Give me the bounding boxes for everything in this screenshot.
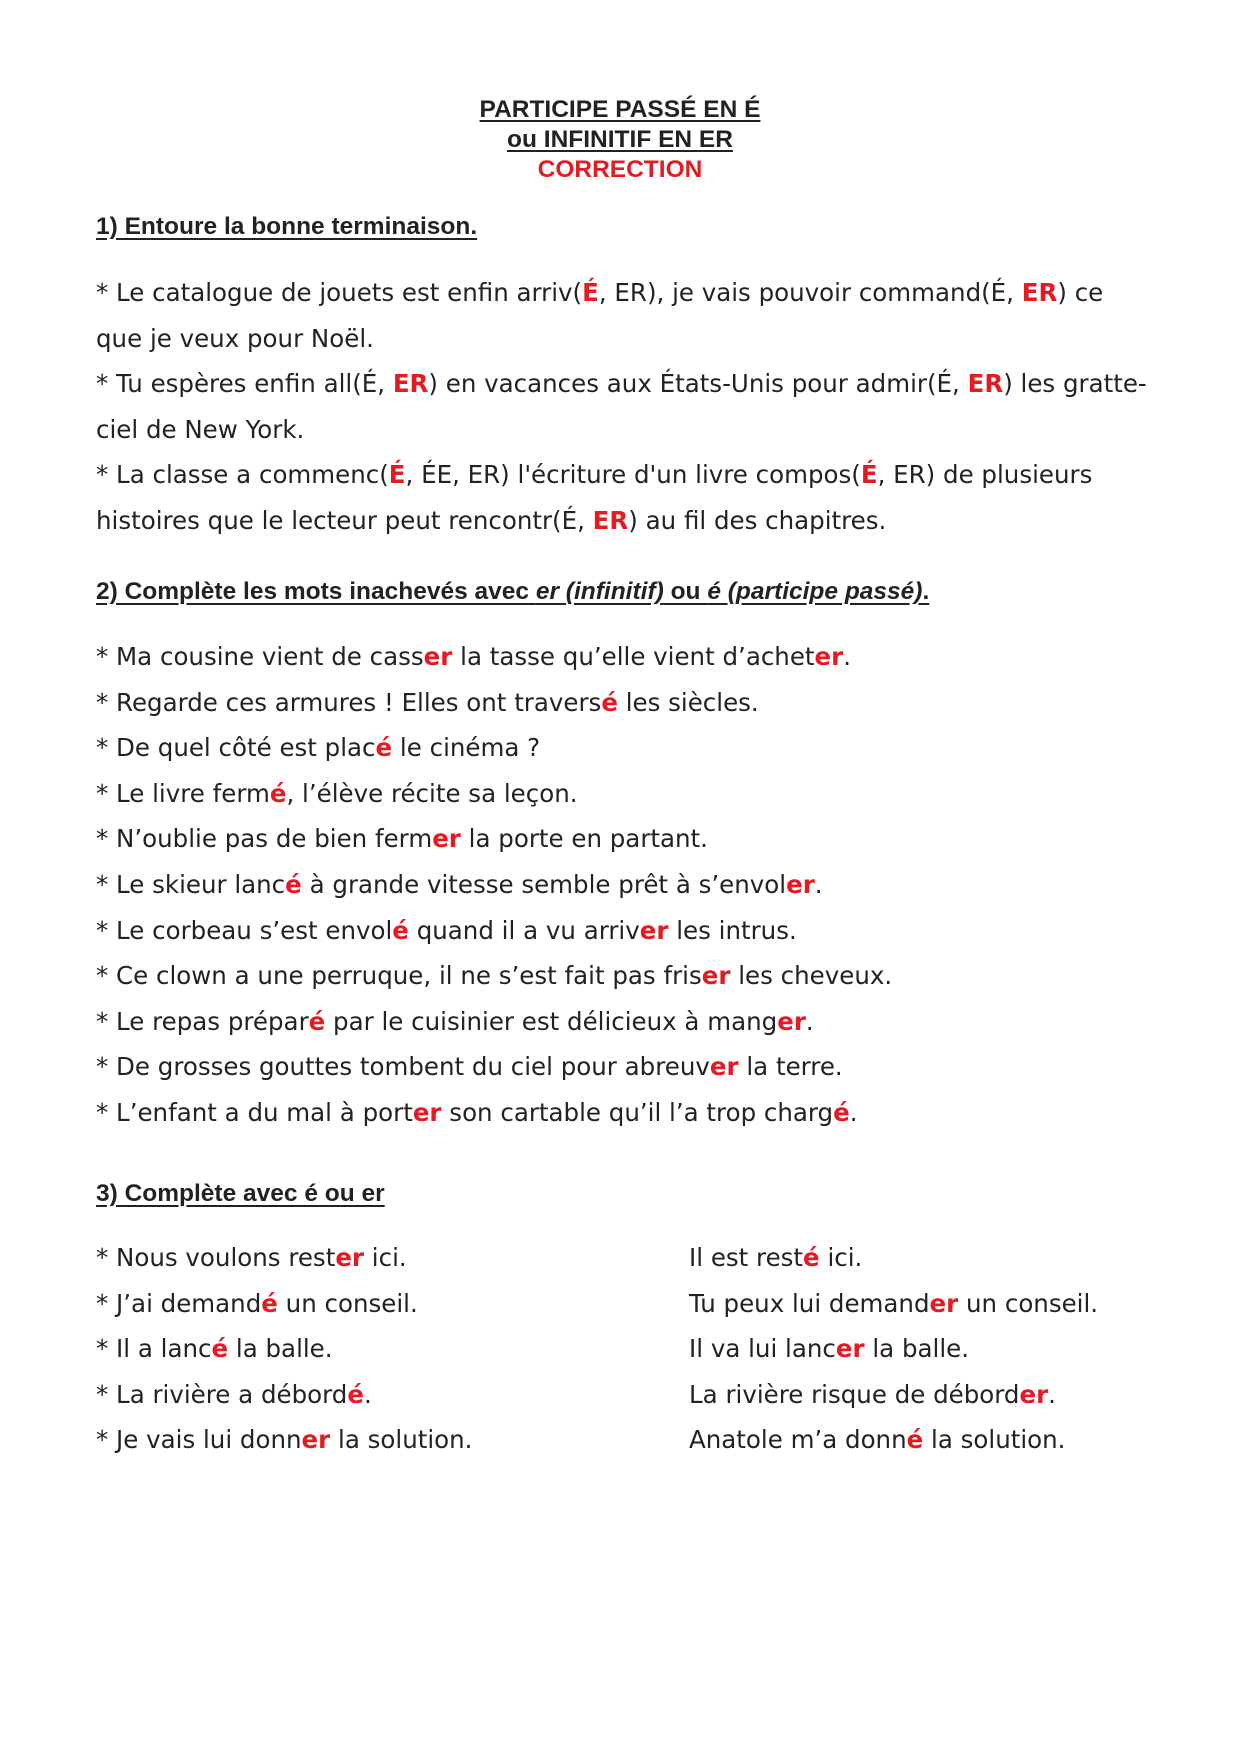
answer-mark: er (814, 642, 844, 671)
answer-mark: é (261, 1288, 278, 1318)
section1-sentence-1: * Le catalogue de jouets est enfin arriv(É, ER), je vais pouvoir command(É, ER) ce que je veux pour Noël. (96, 278, 1104, 353)
list-item: * Le corbeau s’est envolé quand il a vu arriver les intrus. (96, 915, 797, 945)
document-title (0, 95, 1240, 185)
section2-heading: 2) Complète les mots inachevés avec er (infinitif) ou é (participe passé). (96, 578, 930, 605)
answer-mark: ER (967, 369, 1004, 398)
answer-mark: er (301, 1425, 331, 1454)
list-item: * Le repas préparé par le cuisinier est délicieux à manger. (96, 1006, 814, 1036)
answer-mark: é (803, 1243, 820, 1272)
answer-mark: er (1019, 1379, 1049, 1409)
answer-mark: er (639, 915, 669, 945)
list-item: * Nous voulons rester ici. (96, 1243, 407, 1272)
title-line-2: ou INFINITIF EN ER (507, 126, 733, 153)
answer-mark: é (833, 1097, 850, 1127)
answer-mark: ER (592, 505, 629, 535)
answer-mark: er (786, 869, 815, 899)
answer-mark: er (709, 1052, 739, 1082)
list-item: Il est resté ici. (689, 1243, 863, 1272)
answer-mark: er (777, 1006, 806, 1036)
answer-mark: er (423, 642, 453, 671)
list-item: * Le livre fermé, l’élève récite sa leçon. (96, 778, 578, 808)
answer-mark: é (906, 1425, 924, 1454)
title-line-1: PARTICIPE PASSÉ EN É (479, 96, 761, 123)
section3-right-column (689, 1235, 1098, 1463)
answer-mark: é (308, 1006, 326, 1036)
section2-list (96, 634, 892, 1136)
answer-mark: é (285, 869, 302, 899)
answer-mark: er (701, 961, 731, 991)
section3-left-column (96, 1235, 472, 1463)
answer-mark: er (335, 1243, 365, 1272)
list-item: * Je vais lui donner la solution. (96, 1425, 473, 1454)
list-item: La rivière risque de déborder. (689, 1379, 1056, 1409)
list-item: Il va lui lancer la balle. (689, 1334, 970, 1363)
section1-sentence-3: * La classe a commenc(É, ÉE, ER) l'écriture d'un livre compos(É, ER) de plusieurs histoires que le lecteur peut rencontr(É, ER) au fil des chapitres. (96, 460, 1093, 535)
answer-mark: er (432, 824, 461, 854)
section1-sentence-2: * Tu espères enfin all(É, ER) en vacances aux États-Unis pour admir(É, ER) les gratte-ciel de New York. (96, 369, 1147, 444)
answer-mark: er (835, 1334, 865, 1363)
list-item: * N’oublie pas de bien fermer la porte en partant. (96, 824, 708, 854)
answer-mark: é (347, 1379, 364, 1409)
answer-mark: É (388, 460, 406, 489)
list-item: * De quel côté est placé le cinéma ? (96, 733, 541, 763)
list-item: * Regarde ces armures ! Elles ont traversé les siècles. (96, 687, 759, 717)
list-item: * La rivière a débordé. (96, 1379, 372, 1409)
answer-mark: é (392, 915, 409, 945)
list-item: * L’enfant a du mal à porter son cartable qu’il l’a trop chargé. (96, 1097, 858, 1127)
answer-mark: er (412, 1097, 442, 1127)
list-item: * Il a lancé la balle. (96, 1334, 333, 1363)
title-correction: CORRECTION (537, 156, 703, 183)
list-item: * Ma cousine vient de casser la tasse qu’elle vient d’acheter. (96, 642, 852, 671)
list-item: Anatole m’a donné la solution. (689, 1425, 1066, 1454)
section1-body (96, 270, 1156, 543)
list-item: Tu peux lui demander un conseil. (689, 1288, 1099, 1318)
answer-mark: é (601, 687, 618, 717)
section3-heading: 3) Complète avec é ou er (96, 1180, 385, 1207)
list-item: * Ce clown a une perruque, il ne s’est fait pas friser les cheveux. (96, 961, 893, 991)
answer-mark: ER (392, 369, 429, 398)
answer-mark: É (582, 278, 599, 307)
answer-mark: é (375, 733, 393, 763)
answer-mark: er (929, 1288, 959, 1318)
answer-mark: É (860, 460, 878, 489)
list-item: * J’ai demandé un conseil. (96, 1288, 418, 1318)
list-item: * De grosses gouttes tombent du ciel pour abreuver la terre. (96, 1052, 843, 1082)
answer-mark: ER (1021, 278, 1058, 307)
answer-mark: é (269, 778, 287, 808)
list-item: * Le skieur lancé à grande vitesse semble prêt à s’envoler. (96, 869, 823, 899)
section1-heading: 1) Entoure la bonne terminaison. (96, 213, 478, 240)
answer-mark: é (211, 1334, 229, 1363)
